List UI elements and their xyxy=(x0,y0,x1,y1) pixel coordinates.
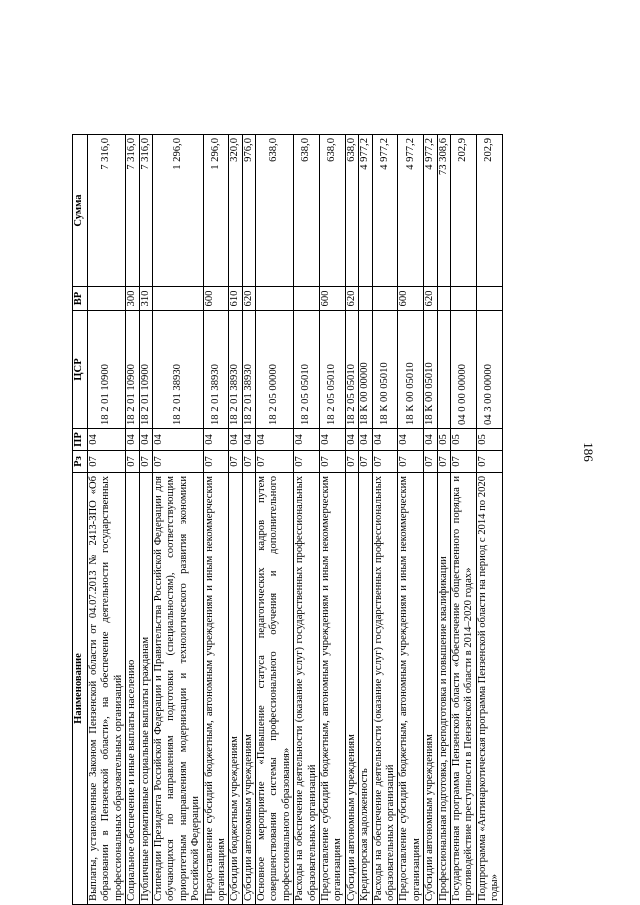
cell-rz: 07 xyxy=(450,451,476,473)
cell-name: Субсидии автономным учреждениям xyxy=(424,473,437,905)
cell-rz: 07 xyxy=(203,451,229,473)
table-row xyxy=(139,135,152,905)
table-row xyxy=(88,135,126,905)
table-row xyxy=(437,135,450,905)
cell-pr: 04 xyxy=(139,429,152,451)
cell-pr: 04 xyxy=(359,429,372,451)
cell-name: Субсидии автономным учреждениям xyxy=(345,473,358,905)
cell-csr: 18 2 01 38930 xyxy=(242,311,255,429)
cell-rz: 07 xyxy=(372,451,398,473)
cell-rz: 07 xyxy=(152,451,203,473)
cell-sum: 4 977,2 xyxy=(398,135,424,287)
cell-pr: 05 xyxy=(476,429,502,451)
cell-csr: 04 0 00 00000 xyxy=(450,311,476,429)
cell-name: Основное мероприятие «Повышение статуса педагогических кадров путем совершенствования системы профессионального обучения и дополнительного профессионального образования» xyxy=(256,473,294,905)
cell-sum: 7 316,0 xyxy=(126,135,139,287)
table-row xyxy=(126,135,139,905)
cell-sum: 976,0 xyxy=(242,135,255,287)
cell-vr xyxy=(359,287,372,311)
cell-csr: 18 К 00 05010 xyxy=(424,311,437,429)
cell-csr: 18 К 00 00000 xyxy=(359,311,372,429)
cell-name: Предоставление субсидий бюджетным, автономным учреждениям и иным некоммерческим организациям xyxy=(203,473,229,905)
cell-pr: 04 xyxy=(398,429,424,451)
budget-table xyxy=(72,134,503,905)
cell-sum: 202,9 xyxy=(450,135,476,287)
cell-pr: 05 xyxy=(450,429,476,451)
table-row xyxy=(424,135,437,905)
cell-name: Предоставление субсидий бюджетным, автономным учреждениям и иным некоммерческим организациям xyxy=(398,473,424,905)
cell-csr: 18 К 00 05010 xyxy=(398,311,424,429)
cell-name: Расходы на обеспечение деятельности (оказание услуг) государственных профессиональных образовательных организаций xyxy=(294,473,320,905)
cell-rz: 07 xyxy=(256,451,294,473)
table-row xyxy=(320,135,346,905)
table-row xyxy=(372,135,398,905)
table-row xyxy=(256,135,294,905)
cell-rz: 07 xyxy=(424,451,437,473)
cell-vr xyxy=(152,287,203,311)
cell-vr: 600 xyxy=(398,287,424,311)
cell-csr xyxy=(437,311,450,429)
cell-csr: 18 2 01 38930 xyxy=(229,311,242,429)
cell-csr: 18 2 05 05010 xyxy=(294,311,320,429)
cell-vr xyxy=(294,287,320,311)
cell-rz: 07 xyxy=(126,451,139,473)
cell-pr: 05 xyxy=(437,429,450,451)
cell-name: Предоставление субсидий бюджетным, автономным учреждениям и иным некоммерческим организациям xyxy=(320,473,346,905)
cell-rz: 07 xyxy=(88,451,126,473)
cell-vr: 620 xyxy=(424,287,437,311)
cell-vr xyxy=(372,287,398,311)
cell-vr: 620 xyxy=(242,287,255,311)
cell-rz: 07 xyxy=(359,451,372,473)
cell-sum: 638,0 xyxy=(320,135,346,287)
cell-sum: 7 316,0 xyxy=(139,135,152,287)
cell-rz: 07 xyxy=(476,451,502,473)
page-number: 186 xyxy=(581,442,596,462)
cell-name: Публичные нормативные социальные выплаты гражданам xyxy=(139,473,152,905)
cell-pr: 04 xyxy=(88,429,126,451)
rotated-page-content xyxy=(72,135,562,905)
cell-sum: 7 316,0 xyxy=(88,135,126,287)
header-csr: ЦСР xyxy=(73,311,88,429)
cell-sum: 1 296,0 xyxy=(203,135,229,287)
cell-name: Государственная программа Пензенской области «Обеспечение общественного порядка и противодействие преступности в Пензенской области в 2014–2020 годах» xyxy=(450,473,476,905)
cell-csr: 18 2 01 38930 xyxy=(203,311,229,429)
cell-vr xyxy=(88,287,126,311)
cell-sum: 638,0 xyxy=(256,135,294,287)
cell-pr: 04 xyxy=(320,429,346,451)
cell-sum: 4 977,2 xyxy=(359,135,372,287)
cell-pr: 04 xyxy=(229,429,242,451)
table-row xyxy=(229,135,242,905)
table-row xyxy=(359,135,372,905)
cell-rz: 07 xyxy=(139,451,152,473)
cell-pr: 04 xyxy=(203,429,229,451)
cell-rz: 07 xyxy=(437,451,450,473)
cell-sum: 1 296,0 xyxy=(152,135,203,287)
cell-pr: 04 xyxy=(242,429,255,451)
table-row xyxy=(476,135,502,905)
cell-vr xyxy=(450,287,476,311)
cell-sum: 638,0 xyxy=(294,135,320,287)
cell-rz: 07 xyxy=(320,451,346,473)
header-vr: ВР xyxy=(73,287,88,311)
header-rz: Рз xyxy=(73,451,88,473)
cell-csr: 04 3 00 00000 xyxy=(476,311,502,429)
cell-pr: 04 xyxy=(126,429,139,451)
cell-vr: 600 xyxy=(203,287,229,311)
cell-vr: 620 xyxy=(345,287,358,311)
cell-name: Субсидии автономным учреждениям xyxy=(242,473,255,905)
cell-name: Кредиторская задолженность xyxy=(359,473,372,905)
cell-vr xyxy=(476,287,502,311)
cell-rz: 07 xyxy=(229,451,242,473)
table-header-row xyxy=(73,135,88,905)
cell-csr: 18 2 01 10900 xyxy=(126,311,139,429)
cell-csr: 18 2 05 05010 xyxy=(320,311,346,429)
cell-name: Расходы на обеспечение деятельности (оказание услуг) государственных профессиональных образовательных организаций xyxy=(372,473,398,905)
cell-name: Выплаты, установленные Законом Пензенской области от 04.07.2013 № 2413-ЗПО «Об образовании в Пензенской области», на обеспечение деятельности государственных профессиональных образовательных организаций xyxy=(88,473,126,905)
cell-name: Стипендии Президента Российской Федерации и Правительства Российской Федерации для обучающихся по направлениям подготовки (специальностям), соответствующим приоритетным направлениям модернизации и технологического развития экономики Российской Федерации xyxy=(152,473,203,905)
cell-sum: 320,0 xyxy=(229,135,242,287)
header-pr: ПР xyxy=(73,429,88,451)
table-row xyxy=(398,135,424,905)
cell-csr: 18 2 05 05010 xyxy=(345,311,358,429)
cell-csr: 18 К 00 05010 xyxy=(372,311,398,429)
cell-rz: 07 xyxy=(398,451,424,473)
cell-vr: 300 xyxy=(126,287,139,311)
header-sum: Сумма xyxy=(73,135,88,287)
cell-csr: 18 2 05 00000 xyxy=(256,311,294,429)
cell-rz: 07 xyxy=(345,451,358,473)
cell-pr: 04 xyxy=(256,429,294,451)
cell-sum: 73 308,6 xyxy=(437,135,450,287)
cell-name: Профессиональная подготовка, переподготовка и повышение квалификации xyxy=(437,473,450,905)
table-row xyxy=(450,135,476,905)
table-body xyxy=(88,135,503,905)
cell-sum: 4 977,2 xyxy=(372,135,398,287)
cell-pr: 04 xyxy=(372,429,398,451)
table-row xyxy=(242,135,255,905)
cell-vr: 610 xyxy=(229,287,242,311)
cell-csr: 18 2 01 38930 xyxy=(152,311,203,429)
cell-name: Субсидии бюджетным учреждениям xyxy=(229,473,242,905)
table-row xyxy=(203,135,229,905)
cell-csr: 18 2 01 10900 xyxy=(88,311,126,429)
cell-sum: 202,9 xyxy=(476,135,502,287)
table-row xyxy=(294,135,320,905)
cell-vr xyxy=(256,287,294,311)
cell-pr: 04 xyxy=(345,429,358,451)
cell-pr: 04 xyxy=(294,429,320,451)
cell-pr: 04 xyxy=(152,429,203,451)
cell-vr: 310 xyxy=(139,287,152,311)
header-name: Наименование xyxy=(73,473,88,905)
cell-pr: 04 xyxy=(424,429,437,451)
cell-rz: 07 xyxy=(294,451,320,473)
cell-name: Подпрограмма «Антинаркотическая программа Пензенской области на период с 2014 по 2020 годы» xyxy=(476,473,502,905)
cell-vr xyxy=(437,287,450,311)
table-row xyxy=(152,135,203,905)
cell-sum: 638,0 xyxy=(345,135,358,287)
cell-name: Социальное обеспечение и иные выплаты населению xyxy=(126,473,139,905)
cell-sum: 4 977,2 xyxy=(424,135,437,287)
cell-rz: 07 xyxy=(242,451,255,473)
cell-csr: 18 2 01 10900 xyxy=(139,311,152,429)
table-row xyxy=(345,135,358,905)
cell-vr: 600 xyxy=(320,287,346,311)
